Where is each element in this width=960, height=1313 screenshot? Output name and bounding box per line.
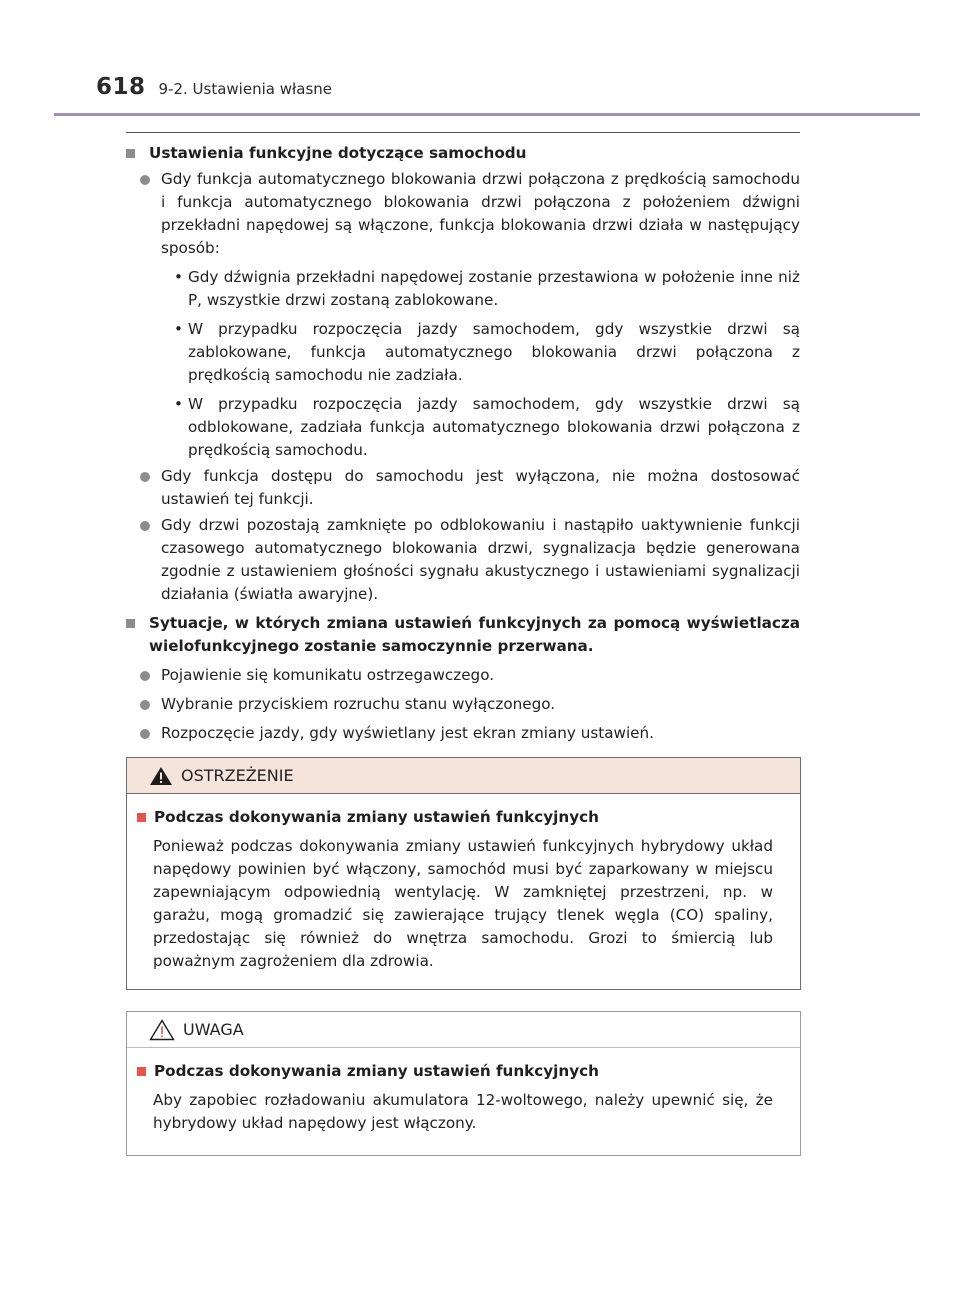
warning-text: Ponieważ podczas dokonywania zmiany ustawień funkcyjnych hybrydowy układ napędowy powinien być włączony, samochód musi być zaparkowany w miejscu zapewniającym odpowiednią wentylację. W zamkniętej przestrzeni, np. w garażu, mogą gromadzić się zawierające trujący tlenek węgla (CO) spaliny, przedostając się również do wnętrza samochodu. Grozi to śmiercią lub poważnym zagrożeniem dla zdrowia. bbox=[153, 837, 773, 970]
list-item bbox=[140, 465, 800, 511]
warning-triangle-icon bbox=[149, 766, 173, 786]
dot-bullet-icon: • bbox=[174, 395, 183, 413]
sub-list-item-text: Gdy dźwignia przekładni napędowej zostanie przestawiona w położenie inne niż P, wszystkie drzwi zostaną zablokowane. bbox=[188, 268, 800, 309]
list-item-text: Rozpoczęcie jazdy, gdy wyświetlany jest ekran zmiany ustawień. bbox=[161, 724, 654, 742]
list-item bbox=[140, 168, 800, 260]
circle-bullet-icon bbox=[140, 472, 150, 482]
note-box-header bbox=[127, 1012, 800, 1048]
page-number: 618 bbox=[96, 74, 146, 100]
list-item-text: Gdy funkcja automatycznego blokowania drzwi połączona z prędkością samochodu i funkcja automatycznego blokowania drzwi połączona z położeniem dźwigni przekładni napędowej są włączone, funkcja blokowania drzwi działa w następujący sposób: bbox=[161, 170, 800, 257]
list-item-text: Pojawienie się komunikatu ostrzegawczego. bbox=[161, 666, 495, 684]
page-header bbox=[96, 74, 332, 114]
section-heading bbox=[126, 142, 800, 165]
list-item bbox=[140, 514, 800, 606]
circle-bullet-icon bbox=[140, 175, 150, 185]
list-item-text: Wybranie przyciskiem rozruchu stanu wyłączonego. bbox=[161, 695, 556, 713]
header-divider bbox=[54, 113, 920, 116]
square-bullet-icon bbox=[126, 149, 135, 158]
square-bullet-icon bbox=[126, 619, 135, 628]
warning-section-heading bbox=[137, 806, 773, 829]
sub-list-item bbox=[174, 266, 800, 312]
dot-bullet-icon: • bbox=[174, 268, 183, 286]
dot-bullet-icon: • bbox=[174, 320, 183, 338]
list-item bbox=[140, 664, 800, 687]
circle-bullet-icon bbox=[140, 700, 150, 710]
section-title: Ustawienia funkcyjne dotyczące samochodu bbox=[149, 144, 527, 162]
caution-triangle-icon bbox=[149, 1019, 175, 1041]
section-heading bbox=[126, 612, 800, 658]
warning-box bbox=[126, 757, 801, 990]
square-bullet-icon bbox=[137, 1067, 146, 1076]
note-box bbox=[126, 1011, 801, 1156]
note-label: UWAGA bbox=[183, 1020, 244, 1039]
warning-label: OSTRZEŻENIE bbox=[181, 766, 294, 785]
section-title: Sytuacje, w których zmiana ustawień funkcyjnych za pomocą wyświetlacza wielofunkcyjnego zostanie samoczynnie przerwana. bbox=[149, 614, 800, 655]
sub-list-item-text: W przypadku rozpoczęcia jazdy samochodem, gdy wszystkie drzwi są odblokowane, zadziała funkcja automatycznego blokowania drzwi połączona z prędkością samochodu. bbox=[188, 395, 800, 459]
note-text: Aby zapobiec rozładowaniu akumulatora 12-woltowego, należy upewnić się, że hybrydowy układ napędowy jest włączony. bbox=[153, 1091, 773, 1132]
note-section-title: Podczas dokonywania zmiany ustawień funkcyjnych bbox=[154, 1062, 599, 1080]
warning-box-header bbox=[127, 758, 800, 794]
circle-bullet-icon bbox=[140, 671, 150, 681]
list-item-text: Gdy funkcja dostępu do samochodu jest wyłączona, nie można dostosować ustawień tej funkcji. bbox=[161, 467, 800, 508]
sub-list-item bbox=[174, 393, 800, 462]
list-item bbox=[140, 693, 800, 716]
note-section-heading bbox=[137, 1060, 773, 1083]
chapter-title: 9-2. Ustawienia własne bbox=[158, 80, 332, 98]
list-item-text: Gdy drzwi pozostają zamknięte po odblokowaniu i nastąpiło uaktywnienie funkcji czasowego automatycznego blokowania drzwi, sygnalizacja będzie generowana zgodnie z ustawieniem głośności sygnału akustycznego i ustawieniami sygnalizacji działania (światła awaryjne). bbox=[161, 516, 800, 603]
list-item bbox=[140, 722, 800, 745]
warning-section-title: Podczas dokonywania zmiany ustawień funkcyjnych bbox=[154, 808, 599, 826]
square-bullet-icon bbox=[137, 813, 146, 822]
sub-list-item-text: W przypadku rozpoczęcia jazdy samochodem, gdy wszystkie drzwi są zablokowane, funkcja automatycznego blokowania drzwi połączona z prędkością samochodu nie zadziała. bbox=[188, 320, 800, 384]
main-content bbox=[126, 142, 800, 745]
circle-bullet-icon bbox=[140, 521, 150, 531]
sub-list-item bbox=[174, 318, 800, 387]
circle-bullet-icon bbox=[140, 729, 150, 739]
content-divider bbox=[126, 132, 800, 133]
